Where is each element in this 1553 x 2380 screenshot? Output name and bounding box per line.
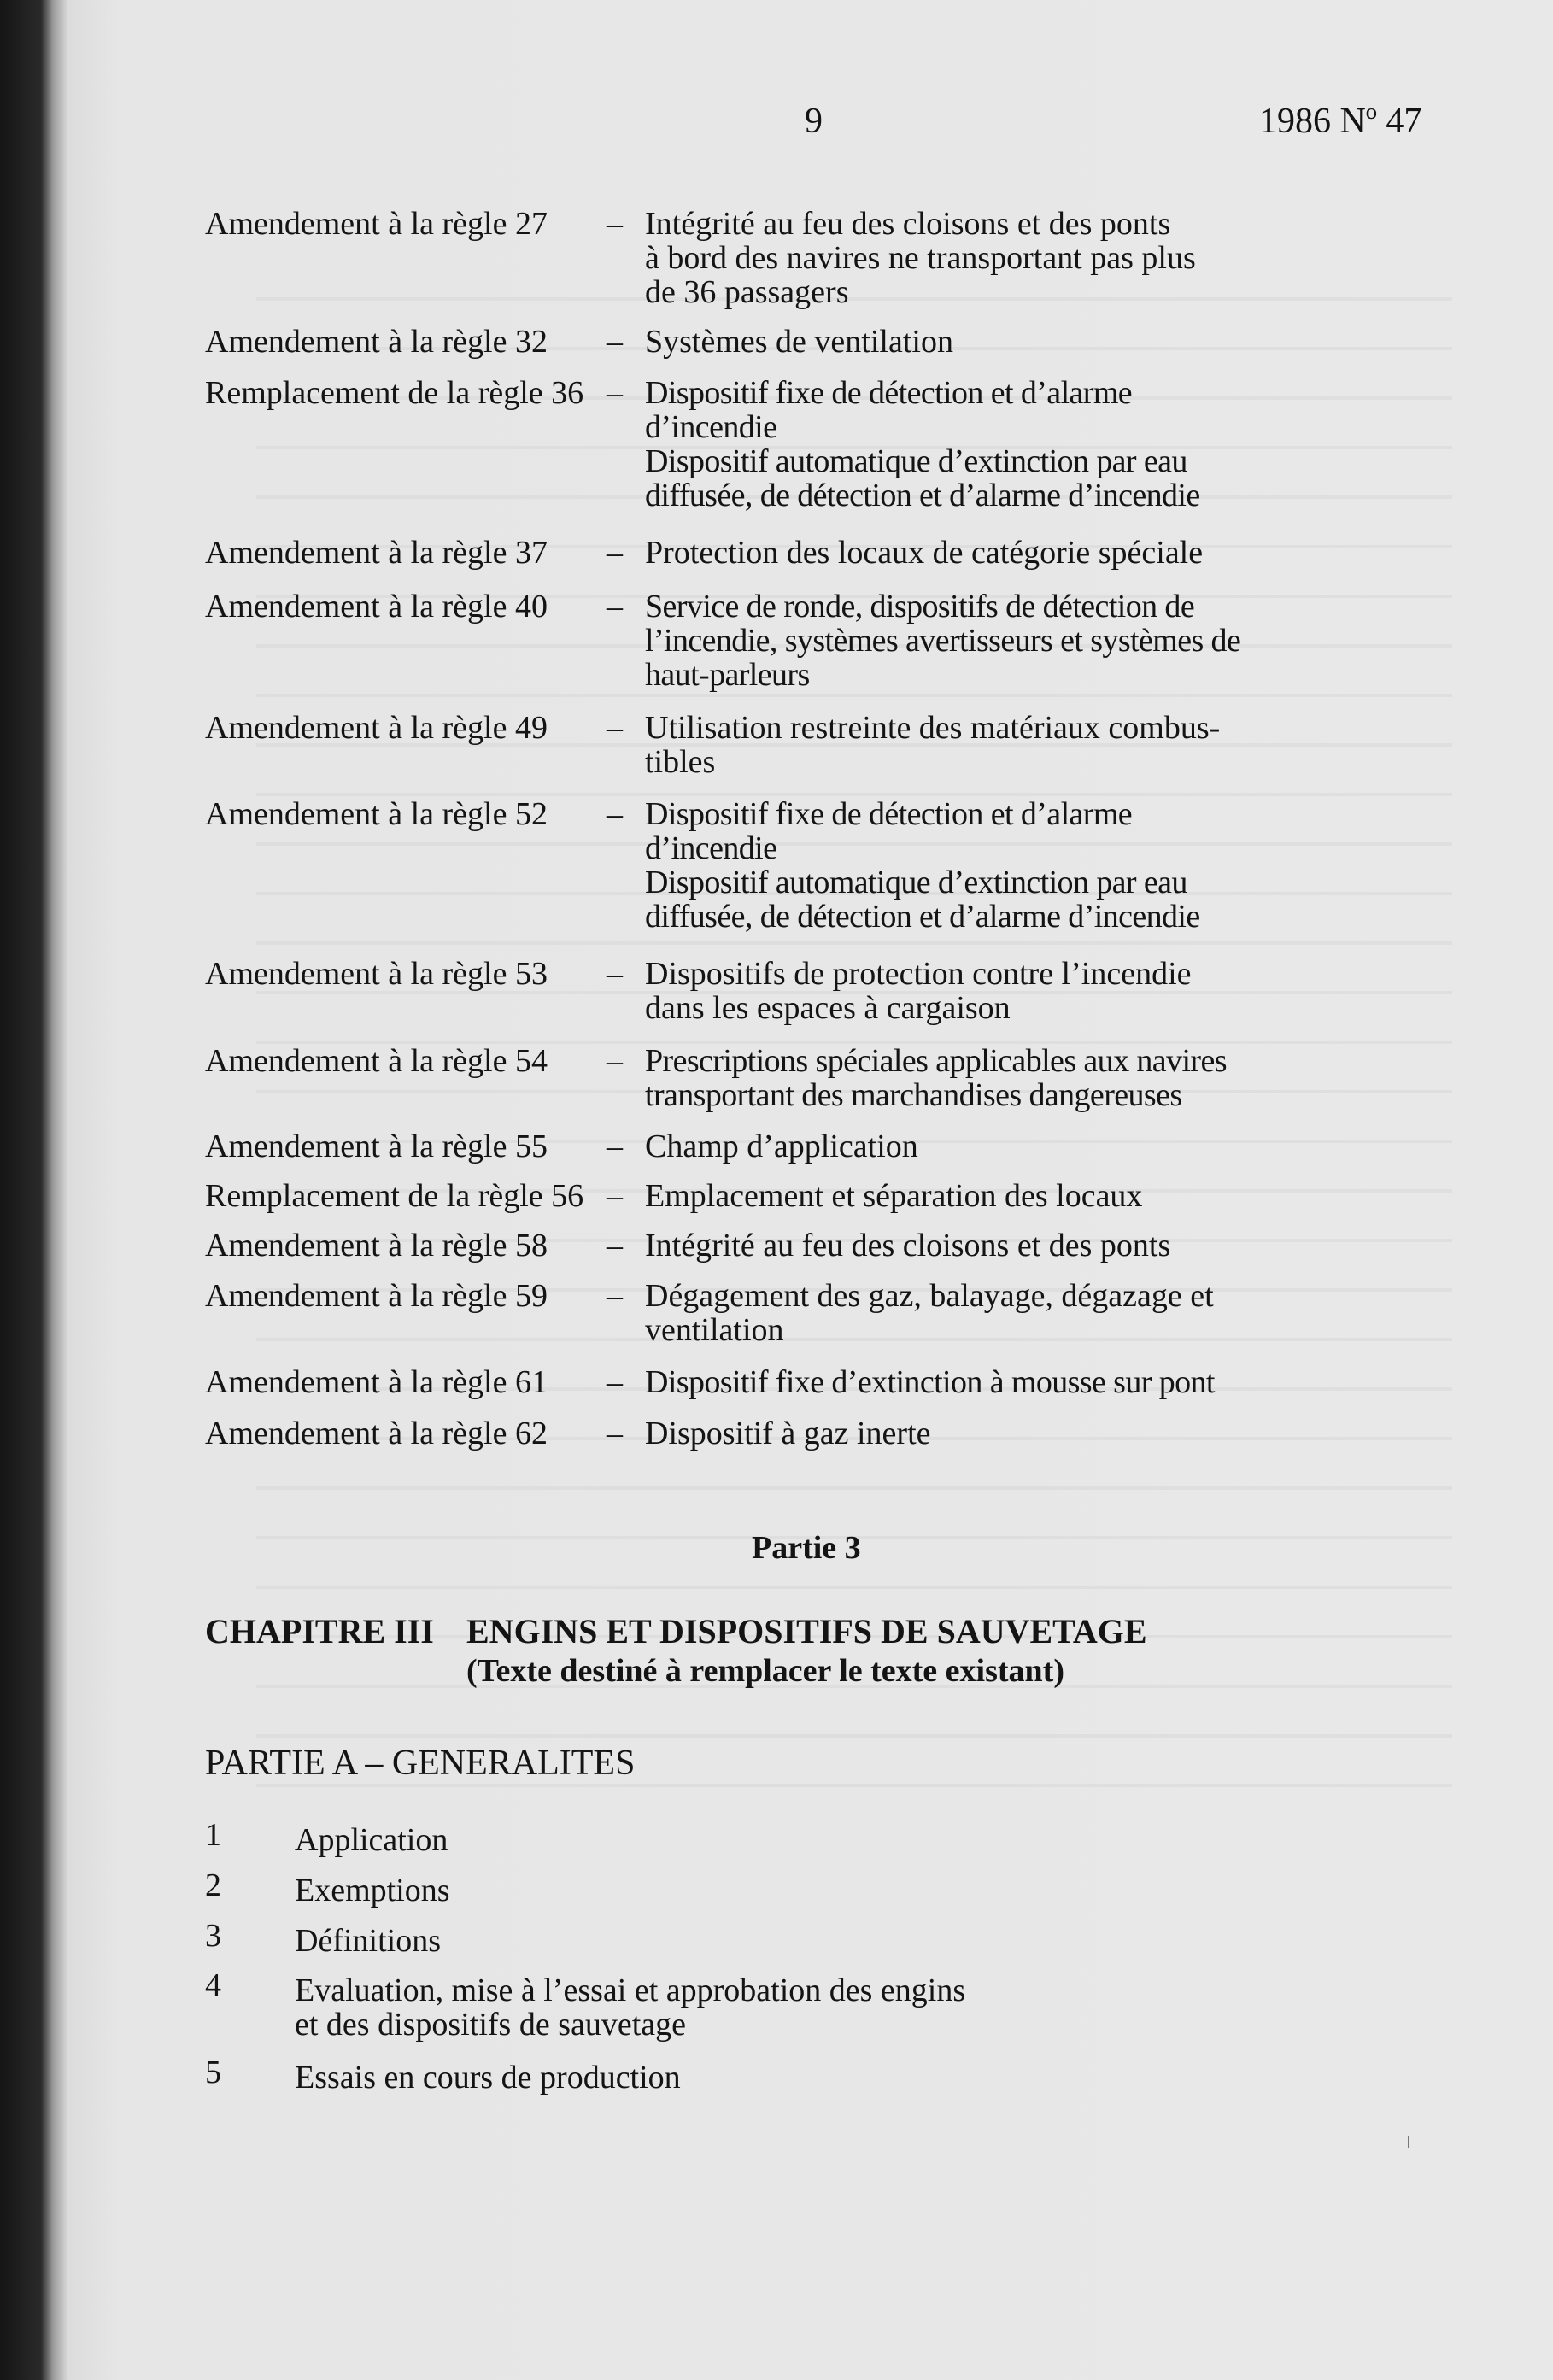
description-line: Prescriptions spéciales applicables aux navires xyxy=(645,1043,1227,1079)
toc-title xyxy=(295,1873,1029,1908)
dash-separator: – xyxy=(607,1043,623,1079)
description-line: dans les espaces à cargaison xyxy=(645,990,1011,1026)
rule-description xyxy=(645,1365,1328,1399)
rule-reference: Amendement à la règle 40 xyxy=(205,589,548,624)
rule-description xyxy=(645,536,1328,570)
rule-description xyxy=(645,957,1328,1025)
dash-separator: – xyxy=(607,956,623,992)
chapter-title: ENGINS ET DISPOSITIFS DE SAUVETAGE xyxy=(466,1612,1147,1650)
rule-description xyxy=(645,589,1328,692)
toc-number: 3 xyxy=(205,1918,221,1954)
description-line: diffusée, de détection et d’alarme d’incendie xyxy=(645,478,1200,513)
chapter-label: CHAPITRE III xyxy=(205,1612,434,1650)
rule-description xyxy=(645,1044,1328,1112)
description-line: Champ d’application xyxy=(645,1128,918,1164)
rule-reference: Amendement à la règle 59 xyxy=(205,1278,548,1314)
description-line: Dégagement des gaz, balayage, dégazage et xyxy=(645,1278,1214,1314)
toc-title-line: Essais en cours de production xyxy=(295,2060,681,2096)
dash-separator: – xyxy=(607,324,623,360)
dash-separator: – xyxy=(607,710,623,746)
description-line: Utilisation restreinte des matériaux combus- xyxy=(645,710,1221,746)
rule-description xyxy=(645,207,1328,309)
toc-title xyxy=(295,1973,1029,2042)
rule-reference: Amendement à la règle 58 xyxy=(205,1228,548,1263)
dash-separator: – xyxy=(607,206,623,242)
description-line: transportant des marchandises dangereuses xyxy=(645,1077,1182,1113)
gazette-reference: 1986 Nº 47 xyxy=(1259,102,1422,141)
rule-description xyxy=(645,1416,1328,1451)
description-line: Dispositif automatique d’extinction par eau xyxy=(645,443,1187,479)
toc-title-line: Exemptions xyxy=(295,1873,450,1908)
description-line: Dispositif automatique d’extinction par eau xyxy=(645,865,1187,900)
description-line: Protection des locaux de catégorie spéciale xyxy=(645,535,1204,571)
description-line: tibles xyxy=(645,744,716,780)
rule-description xyxy=(645,797,1328,934)
dash-separator: – xyxy=(607,535,623,571)
description-line: d’incendie xyxy=(645,409,777,445)
toc-number: 2 xyxy=(205,1867,221,1903)
rule-reference: Amendement à la règle 61 xyxy=(205,1364,548,1400)
dash-separator: – xyxy=(607,1364,623,1400)
part-a-heading: PARTIE A – GENERALITES xyxy=(205,1744,636,1783)
rule-reference: Amendement à la règle 49 xyxy=(205,710,548,746)
dash-separator: – xyxy=(607,1416,623,1451)
dash-separator: – xyxy=(607,1128,623,1164)
rule-reference: Amendement à la règle 54 xyxy=(205,1043,548,1079)
description-line: Dispositif fixe de détection et d’alarme xyxy=(645,796,1133,832)
description-line: ventilation xyxy=(645,1312,784,1348)
description-line: diffusée, de détection et d’alarme d’incendie xyxy=(645,899,1200,935)
dash-separator: – xyxy=(607,796,623,832)
rule-reference: Amendement à la règle 53 xyxy=(205,956,548,992)
toc-title-line: Evaluation, mise à l’essai et approbation des engins xyxy=(295,1973,966,2008)
dash-separator: – xyxy=(607,1278,623,1314)
description-line: Dispositif à gaz inerte xyxy=(645,1416,931,1451)
rule-description xyxy=(645,1279,1328,1347)
description-line: haut-parleurs xyxy=(645,657,810,693)
description-line: Dispositif fixe de détection et d’alarme xyxy=(645,375,1133,411)
stray-mark xyxy=(1408,2136,1409,2148)
rule-description xyxy=(645,711,1328,779)
rule-description xyxy=(645,1129,1328,1164)
toc-title xyxy=(295,2061,1029,2095)
toc-title-line: et des dispositifs de sauvetage xyxy=(295,2007,687,2043)
page-number: 9 xyxy=(805,102,823,141)
description-line: d’incendie xyxy=(645,830,777,866)
rule-reference: Amendement à la règle 62 xyxy=(205,1416,548,1451)
description-line: Systèmes de ventilation xyxy=(645,324,953,360)
description-line: à bord des navires ne transportant pas plus xyxy=(645,240,1196,276)
chapter-subtitle: (Texte destiné à remplacer le texte existant) xyxy=(466,1653,1064,1689)
description-line: de 36 passagers xyxy=(645,274,849,310)
description-line: l’incendie, systèmes avertisseurs et systèmes de xyxy=(645,623,1241,659)
description-line: Emplacement et séparation des locaux xyxy=(645,1178,1143,1214)
dash-separator: – xyxy=(607,375,623,411)
description-line: Service de ronde, dispositifs de détection de xyxy=(645,589,1195,624)
description-line: Dispositif fixe d’extinction à mousse sur pont xyxy=(645,1364,1215,1400)
description-line: Intégrité au feu des cloisons et des ponts xyxy=(645,1228,1171,1263)
toc-title xyxy=(295,1823,1029,1857)
rule-reference: Amendement à la règle 32 xyxy=(205,324,548,360)
toc-title xyxy=(295,1924,1029,1958)
toc-number: 4 xyxy=(205,1967,221,2003)
dash-separator: – xyxy=(607,1228,623,1263)
rule-description xyxy=(645,376,1328,513)
description-line: Dispositifs de protection contre l’incendie xyxy=(645,956,1192,992)
rule-description xyxy=(645,325,1328,359)
toc-title-line: Définitions xyxy=(295,1923,441,1959)
part-heading: Partie 3 xyxy=(752,1530,861,1566)
toc-number: 1 xyxy=(205,1817,221,1853)
dash-separator: – xyxy=(607,1178,623,1214)
rule-reference: Amendement à la règle 52 xyxy=(205,796,548,832)
rule-reference: Amendement à la règle 37 xyxy=(205,535,548,571)
description-line: Intégrité au feu des cloisons et des ponts xyxy=(645,206,1171,242)
rule-reference: Remplacement de la règle 36 xyxy=(205,375,584,411)
dash-separator: – xyxy=(607,589,623,624)
toc-number: 5 xyxy=(205,2055,221,2090)
rule-description xyxy=(645,1179,1328,1213)
toc-title-line: Application xyxy=(295,1822,448,1858)
rule-reference: Remplacement de la règle 56 xyxy=(205,1178,584,1214)
rule-description xyxy=(645,1228,1328,1263)
rule-reference: Amendement à la règle 27 xyxy=(205,206,548,242)
rule-reference: Amendement à la règle 55 xyxy=(205,1128,548,1164)
